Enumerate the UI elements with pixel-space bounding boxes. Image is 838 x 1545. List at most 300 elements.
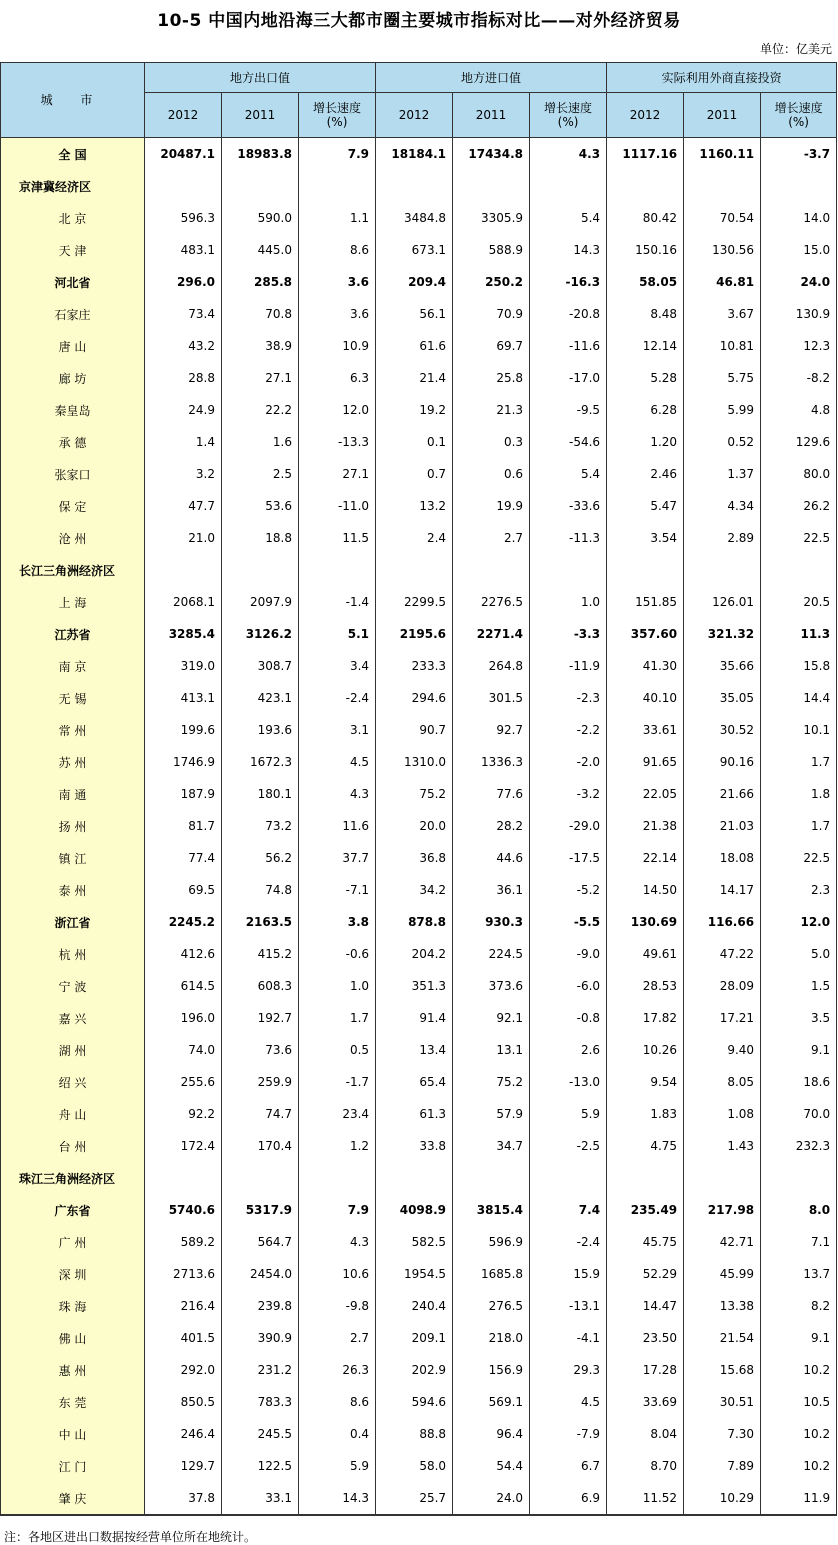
value-cell: 614.5 [145, 970, 222, 1002]
value-cell: 239.8 [222, 1290, 299, 1322]
value-cell: 1.0 [299, 970, 376, 1002]
value-cell: 61.6 [376, 330, 453, 362]
value-cell: 26.2 [761, 490, 837, 522]
city-name-cell: 京津冀经济区 [1, 170, 145, 202]
value-cell: 6.9 [530, 1482, 607, 1515]
value-cell: 47.7 [145, 490, 222, 522]
table-row [1, 1034, 837, 1066]
region-row [1, 554, 837, 586]
value-cell [145, 1162, 222, 1194]
table-body [1, 138, 837, 1516]
value-cell: 69.7 [453, 330, 530, 362]
value-cell: 14.3 [530, 234, 607, 266]
city-name-cell: 浙江省 [1, 906, 145, 938]
value-cell: 296.0 [145, 266, 222, 298]
value-cell: 0.1 [376, 426, 453, 458]
value-cell: 1.6 [222, 426, 299, 458]
value-cell: 34.7 [453, 1130, 530, 1162]
value-cell: 129.7 [145, 1450, 222, 1482]
value-cell: -9.0 [530, 938, 607, 970]
table-row [1, 234, 837, 266]
value-cell: 588.9 [453, 234, 530, 266]
value-cell: 88.8 [376, 1418, 453, 1450]
value-cell: 3.6 [299, 266, 376, 298]
table-row [1, 522, 837, 554]
city-name-cell: 中 山 [1, 1418, 145, 1450]
value-cell: 92.2 [145, 1098, 222, 1130]
value-cell: 7.9 [299, 1194, 376, 1226]
value-cell: 8.6 [299, 234, 376, 266]
city-name-cell: 长江三角洲经济区 [1, 554, 145, 586]
city-name-cell: 唐 山 [1, 330, 145, 362]
value-cell: 73.6 [222, 1034, 299, 1066]
value-cell: 4.34 [684, 490, 761, 522]
value-cell: 29.3 [530, 1354, 607, 1386]
value-cell: 7.30 [684, 1418, 761, 1450]
value-cell: 52.29 [607, 1258, 684, 1290]
value-cell: 0.7 [376, 458, 453, 490]
city-name-cell: 深 圳 [1, 1258, 145, 1290]
export-growth-header: 增长速度 (%) [299, 93, 376, 138]
value-cell: 22.14 [607, 842, 684, 874]
value-cell: 58.0 [376, 1450, 453, 1482]
table-row [1, 362, 837, 394]
value-cell: 45.99 [684, 1258, 761, 1290]
table-row [1, 586, 837, 618]
value-cell: 1.7 [761, 746, 837, 778]
city-name-cell: 扬 州 [1, 810, 145, 842]
table-row [1, 394, 837, 426]
value-cell: 14.3 [299, 1482, 376, 1515]
city-name-cell: 承 德 [1, 426, 145, 458]
value-cell: 0.52 [684, 426, 761, 458]
value-cell: 10.29 [684, 1482, 761, 1515]
city-name-cell: 沧 州 [1, 522, 145, 554]
value-cell: 54.4 [453, 1450, 530, 1482]
value-cell: 74.0 [145, 1034, 222, 1066]
value-cell: 70.0 [761, 1098, 837, 1130]
table-row [1, 298, 837, 330]
value-cell: 11.6 [299, 810, 376, 842]
table-row [1, 330, 837, 362]
value-cell: 22.5 [761, 842, 837, 874]
value-cell: 91.4 [376, 1002, 453, 1034]
value-cell: 21.66 [684, 778, 761, 810]
region-row [1, 1162, 837, 1194]
value-cell: 57.9 [453, 1098, 530, 1130]
value-cell: -17.0 [530, 362, 607, 394]
value-cell: 1.5 [761, 970, 837, 1002]
value-cell: -2.2 [530, 714, 607, 746]
value-cell [376, 554, 453, 586]
value-cell: 18184.1 [376, 138, 453, 171]
fdi-growth-header: 增长速度 (%) [761, 93, 837, 138]
value-cell: 4098.9 [376, 1194, 453, 1226]
value-cell: 56.2 [222, 842, 299, 874]
value-cell: 0.4 [299, 1418, 376, 1450]
value-cell [299, 1162, 376, 1194]
value-cell: 27.1 [299, 458, 376, 490]
value-cell: 3.8 [299, 906, 376, 938]
city-name-cell: 惠 州 [1, 1354, 145, 1386]
city-name-cell: 廊 坊 [1, 362, 145, 394]
value-cell: 1672.3 [222, 746, 299, 778]
table-row [1, 650, 837, 682]
value-cell: 91.65 [607, 746, 684, 778]
fdi-group-header: 实际利用外商直接投资 [607, 63, 837, 93]
value-cell: 3.54 [607, 522, 684, 554]
city-name-cell: 肇 庆 [1, 1482, 145, 1515]
value-cell: 25.8 [453, 362, 530, 394]
value-cell: 1746.9 [145, 746, 222, 778]
value-cell: 10.81 [684, 330, 761, 362]
value-cell: 10.1 [761, 714, 837, 746]
value-cell [607, 554, 684, 586]
value-cell: 1336.3 [453, 746, 530, 778]
value-cell: 122.5 [222, 1450, 299, 1482]
value-cell: 69.5 [145, 874, 222, 906]
value-cell: 5.75 [684, 362, 761, 394]
value-cell: 80.0 [761, 458, 837, 490]
value-cell: -3.2 [530, 778, 607, 810]
value-cell: -8.2 [761, 362, 837, 394]
export-2011-header: 2011 [222, 93, 299, 138]
value-cell: 11.9 [761, 1482, 837, 1515]
city-name-cell: 珠江三角洲经济区 [1, 1162, 145, 1194]
value-cell: 1160.11 [684, 138, 761, 171]
value-cell: 232.3 [761, 1130, 837, 1162]
value-cell: 1954.5 [376, 1258, 453, 1290]
value-cell: -3.7 [761, 138, 837, 171]
value-cell: 1310.0 [376, 746, 453, 778]
value-cell: 81.7 [145, 810, 222, 842]
city-name-cell: 全 国 [1, 138, 145, 171]
value-cell: 96.4 [453, 1418, 530, 1450]
value-cell: -2.4 [299, 682, 376, 714]
value-cell: 20487.1 [145, 138, 222, 171]
value-cell: 37.7 [299, 842, 376, 874]
city-column-header: 城 市 [1, 63, 145, 138]
table-row [1, 1226, 837, 1258]
value-cell: 264.8 [453, 650, 530, 682]
value-cell: 2097.9 [222, 586, 299, 618]
value-cell: 33.1 [222, 1482, 299, 1515]
value-cell: 5.47 [607, 490, 684, 522]
value-cell: 250.2 [453, 266, 530, 298]
value-cell: -3.3 [530, 618, 607, 650]
value-cell: 77.4 [145, 842, 222, 874]
value-cell: 193.6 [222, 714, 299, 746]
value-cell: -2.3 [530, 682, 607, 714]
value-cell: 53.6 [222, 490, 299, 522]
value-cell: 218.0 [453, 1322, 530, 1354]
value-cell [453, 554, 530, 586]
value-cell: 28.53 [607, 970, 684, 1002]
table-row [1, 1002, 837, 1034]
value-cell: 56.1 [376, 298, 453, 330]
value-cell: 2.7 [453, 522, 530, 554]
value-cell: 129.6 [761, 426, 837, 458]
city-name-cell: 江 门 [1, 1450, 145, 1482]
value-cell: -13.1 [530, 1290, 607, 1322]
value-cell: 596.3 [145, 202, 222, 234]
value-cell: 2299.5 [376, 586, 453, 618]
value-cell: 2195.6 [376, 618, 453, 650]
value-cell: 22.2 [222, 394, 299, 426]
table-row [1, 1290, 837, 1322]
value-cell: 7.9 [299, 138, 376, 171]
city-name-cell: 石家庄 [1, 298, 145, 330]
city-name-cell: 江苏省 [1, 618, 145, 650]
value-cell: 4.3 [530, 138, 607, 171]
value-cell: 0.3 [453, 426, 530, 458]
value-cell: 15.8 [761, 650, 837, 682]
value-cell: 13.1 [453, 1034, 530, 1066]
value-cell: -7.9 [530, 1418, 607, 1450]
value-cell: 2163.5 [222, 906, 299, 938]
value-cell: 850.5 [145, 1386, 222, 1418]
value-cell: -29.0 [530, 810, 607, 842]
value-cell: 15.0 [761, 234, 837, 266]
city-name-cell: 秦皇岛 [1, 394, 145, 426]
value-cell: 8.0 [761, 1194, 837, 1226]
export-group-header: 地方出口值 [145, 63, 376, 93]
value-cell: 1.83 [607, 1098, 684, 1130]
value-cell [684, 1162, 761, 1194]
value-cell: 11.3 [761, 618, 837, 650]
value-cell [299, 170, 376, 202]
city-name-cell: 佛 山 [1, 1322, 145, 1354]
city-name-cell: 张家口 [1, 458, 145, 490]
value-cell: 33.8 [376, 1130, 453, 1162]
value-cell: -5.5 [530, 906, 607, 938]
value-cell [145, 170, 222, 202]
table-row [1, 810, 837, 842]
value-cell: -33.6 [530, 490, 607, 522]
table-row [1, 1258, 837, 1290]
value-cell: 1.4 [145, 426, 222, 458]
value-cell: -0.8 [530, 1002, 607, 1034]
value-cell: 2.89 [684, 522, 761, 554]
value-cell: 608.3 [222, 970, 299, 1002]
table-row [1, 1354, 837, 1386]
footnote: 注：各地区进出口数据按经营单位所在地统计。 [4, 1530, 257, 1544]
value-cell: 2454.0 [222, 1258, 299, 1290]
value-cell [761, 170, 837, 202]
value-cell: 10.5 [761, 1386, 837, 1418]
value-cell: 12.14 [607, 330, 684, 362]
value-cell: 1.20 [607, 426, 684, 458]
table-row [1, 970, 837, 1002]
value-cell: 9.40 [684, 1034, 761, 1066]
value-cell: 589.2 [145, 1226, 222, 1258]
value-cell: 28.2 [453, 810, 530, 842]
region-row [1, 170, 837, 202]
value-cell [299, 554, 376, 586]
import-2011-header: 2011 [453, 93, 530, 138]
table-row [1, 778, 837, 810]
value-cell [453, 1162, 530, 1194]
province-row [1, 906, 837, 938]
value-cell: 673.1 [376, 234, 453, 266]
city-name-cell: 东 莞 [1, 1386, 145, 1418]
table-row [1, 1450, 837, 1482]
value-cell: 246.4 [145, 1418, 222, 1450]
value-cell: 150.16 [607, 234, 684, 266]
value-cell: 24.0 [761, 266, 837, 298]
value-cell: 9.1 [761, 1322, 837, 1354]
value-cell: 3.6 [299, 298, 376, 330]
value-cell: 24.0 [453, 1482, 530, 1515]
table-row [1, 1418, 837, 1450]
table-row [1, 202, 837, 234]
value-cell: 582.5 [376, 1226, 453, 1258]
value-cell: 21.4 [376, 362, 453, 394]
value-cell: -9.8 [299, 1290, 376, 1322]
value-cell: 1.8 [761, 778, 837, 810]
city-name-cell: 杭 州 [1, 938, 145, 970]
value-cell: 12.0 [299, 394, 376, 426]
province-row [1, 1194, 837, 1226]
table-row [1, 714, 837, 746]
value-cell: 401.5 [145, 1322, 222, 1354]
value-cell: 46.81 [684, 266, 761, 298]
value-cell: 1.43 [684, 1130, 761, 1162]
city-name-cell: 宁 波 [1, 970, 145, 1002]
value-cell: 445.0 [222, 234, 299, 266]
value-cell: 8.2 [761, 1290, 837, 1322]
city-name-cell: 苏 州 [1, 746, 145, 778]
value-cell: 196.0 [145, 1002, 222, 1034]
fdi-2012-header: 2012 [607, 93, 684, 138]
national-total-row [1, 138, 837, 171]
value-cell: 15.9 [530, 1258, 607, 1290]
value-cell: 156.9 [453, 1354, 530, 1386]
value-cell: 5.9 [299, 1450, 376, 1482]
value-cell: 3.2 [145, 458, 222, 490]
city-name-cell: 南 京 [1, 650, 145, 682]
value-cell: 18.6 [761, 1066, 837, 1098]
value-cell: 151.85 [607, 586, 684, 618]
value-cell: 18.8 [222, 522, 299, 554]
value-cell: -2.4 [530, 1226, 607, 1258]
value-cell: 199.6 [145, 714, 222, 746]
value-cell: 21.38 [607, 810, 684, 842]
value-cell [530, 554, 607, 586]
value-cell: 45.75 [607, 1226, 684, 1258]
value-cell: 80.42 [607, 202, 684, 234]
city-name-cell: 嘉 兴 [1, 1002, 145, 1034]
city-name-cell: 湖 州 [1, 1034, 145, 1066]
value-cell: 1.0 [530, 586, 607, 618]
table-row [1, 842, 837, 874]
value-cell: 3.67 [684, 298, 761, 330]
export-2012-header: 2012 [145, 93, 222, 138]
value-cell: 21.0 [145, 522, 222, 554]
value-cell: 2245.2 [145, 906, 222, 938]
value-cell: 14.47 [607, 1290, 684, 1322]
unit-label: 单位：亿美元 [759, 42, 832, 56]
value-cell: 36.8 [376, 842, 453, 874]
city-name-cell: 上 海 [1, 586, 145, 618]
value-cell: 17434.8 [453, 138, 530, 171]
value-cell: 590.0 [222, 202, 299, 234]
table-row [1, 1482, 837, 1515]
value-cell: 49.61 [607, 938, 684, 970]
value-cell: 235.49 [607, 1194, 684, 1226]
value-cell: 294.6 [376, 682, 453, 714]
value-cell: 35.66 [684, 650, 761, 682]
value-cell [376, 170, 453, 202]
value-cell: 415.2 [222, 938, 299, 970]
value-cell: 5.28 [607, 362, 684, 394]
value-cell: -1.4 [299, 586, 376, 618]
city-name-cell: 河北省 [1, 266, 145, 298]
value-cell: 2276.5 [453, 586, 530, 618]
table-row [1, 426, 837, 458]
value-cell: 28.09 [684, 970, 761, 1002]
table-row [1, 874, 837, 906]
value-cell: 25.7 [376, 1482, 453, 1515]
value-cell: 7.89 [684, 1450, 761, 1482]
value-cell: 1685.8 [453, 1258, 530, 1290]
value-cell: 74.8 [222, 874, 299, 906]
value-cell: -13.3 [299, 426, 376, 458]
value-cell: 11.52 [607, 1482, 684, 1515]
city-name-cell: 南 通 [1, 778, 145, 810]
value-cell: 209.4 [376, 266, 453, 298]
import-2012-header: 2012 [376, 93, 453, 138]
city-name-cell: 保 定 [1, 490, 145, 522]
value-cell: 276.5 [453, 1290, 530, 1322]
value-cell: 321.32 [684, 618, 761, 650]
value-cell: 77.6 [453, 778, 530, 810]
value-cell: 13.4 [376, 1034, 453, 1066]
value-cell: 13.2 [376, 490, 453, 522]
value-cell: 44.6 [453, 842, 530, 874]
value-cell: 783.3 [222, 1386, 299, 1418]
value-cell: 5.1 [299, 618, 376, 650]
value-cell [607, 1162, 684, 1194]
value-cell: 21.3 [453, 394, 530, 426]
value-cell: 5317.9 [222, 1194, 299, 1226]
value-cell: 43.2 [145, 330, 222, 362]
city-name-cell: 绍 兴 [1, 1066, 145, 1098]
value-cell: -11.3 [530, 522, 607, 554]
value-cell [684, 170, 761, 202]
value-cell: 209.1 [376, 1322, 453, 1354]
value-cell: -1.7 [299, 1066, 376, 1098]
value-cell: 217.98 [684, 1194, 761, 1226]
value-cell: 73.2 [222, 810, 299, 842]
value-cell: 412.6 [145, 938, 222, 970]
city-name-cell: 北 京 [1, 202, 145, 234]
value-cell: 47.22 [684, 938, 761, 970]
value-cell: 3484.8 [376, 202, 453, 234]
value-cell: 5.99 [684, 394, 761, 426]
value-cell: -54.6 [530, 426, 607, 458]
import-growth-header: 增长速度 (%) [530, 93, 607, 138]
value-cell: 319.0 [145, 650, 222, 682]
value-cell: 8.70 [607, 1450, 684, 1482]
value-cell: 10.6 [299, 1258, 376, 1290]
value-cell: 36.1 [453, 874, 530, 906]
value-cell: 116.66 [684, 906, 761, 938]
value-cell [761, 1162, 837, 1194]
table-row [1, 682, 837, 714]
value-cell: 4.3 [299, 1226, 376, 1258]
value-cell: 75.2 [376, 778, 453, 810]
